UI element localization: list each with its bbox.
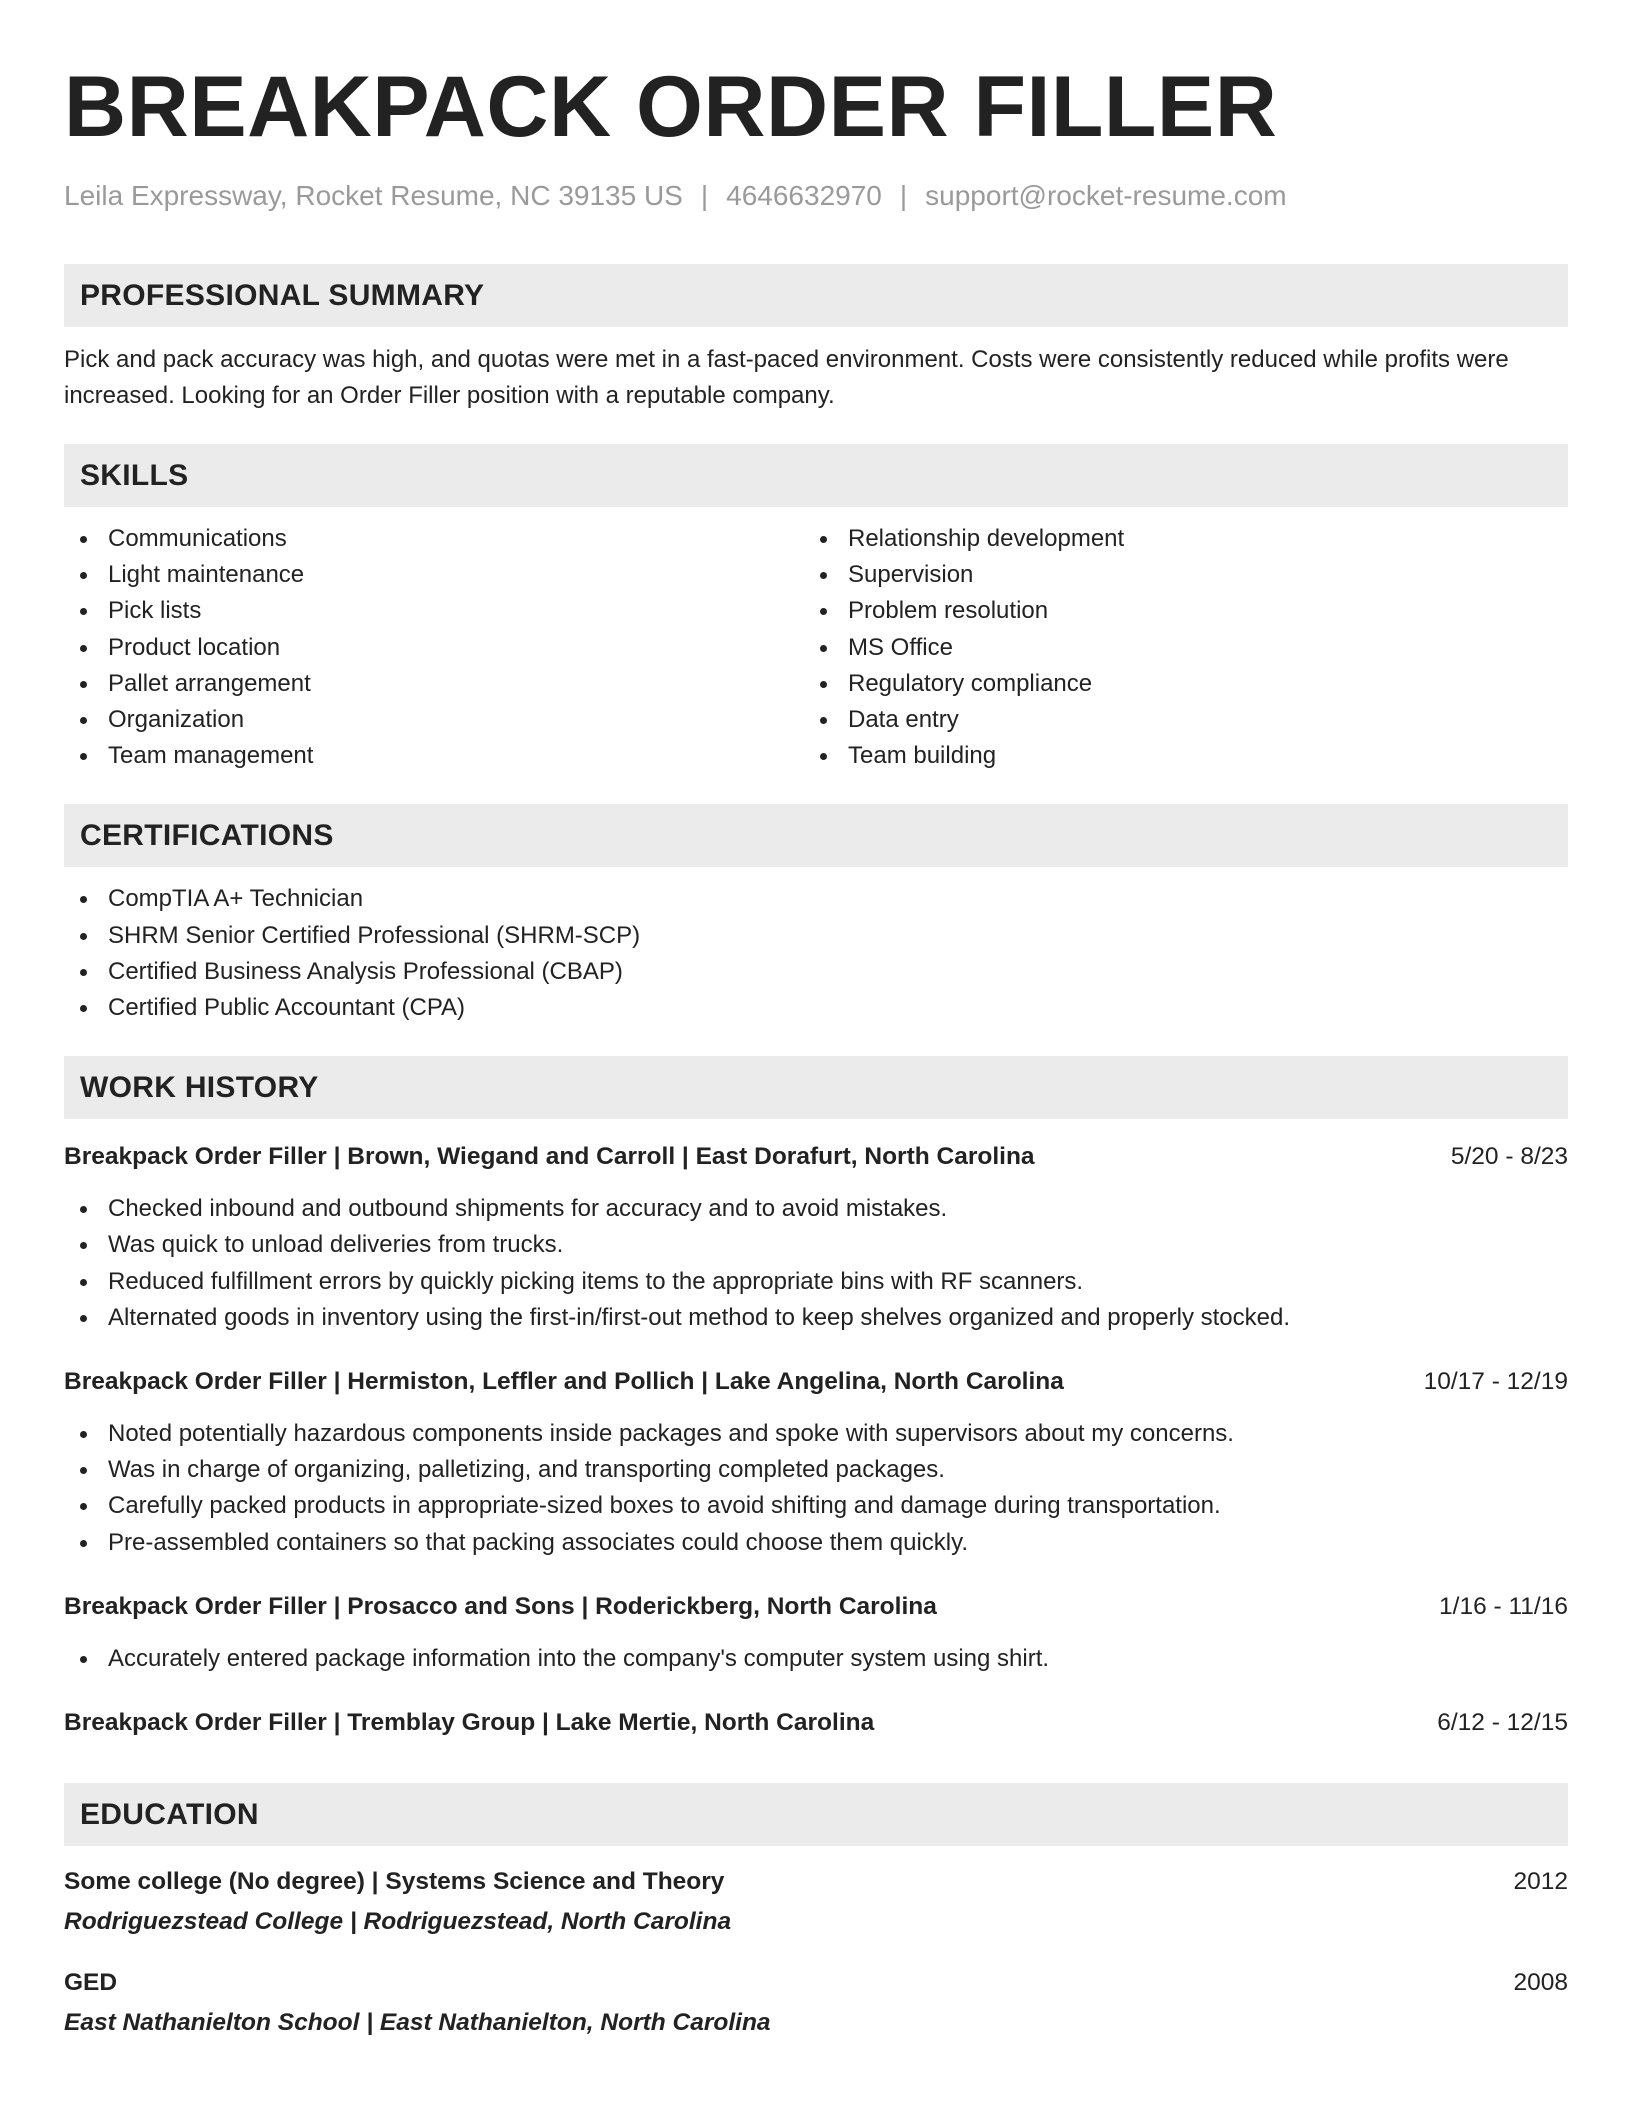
skill-item: Problem resolution — [804, 593, 1544, 629]
skill-item: Pick lists — [64, 593, 804, 629]
job-bullet: Pre-assembled containers so that packing associates could choose them quickly. — [64, 1525, 1568, 1561]
certification-item: Certified Business Analysis Professional (CBAP) — [64, 954, 1568, 990]
education-entry — [64, 1864, 1568, 1940]
skill-item: Relationship development — [804, 521, 1544, 557]
certifications-list — [64, 881, 1568, 1026]
job-bullet: Reduced fulfillment errors by quickly picking items to the appropriate bins with RF scanners. — [64, 1264, 1568, 1300]
skills-heading: SKILLS — [64, 444, 1568, 507]
skills-grid — [64, 521, 1568, 774]
job-header — [64, 1364, 1568, 1400]
education-year: 2008 — [1513, 1969, 1568, 1997]
certifications-heading: CERTIFICATIONS — [64, 804, 1568, 867]
education-degree: Some college (No degree) | Systems Science and Theory — [64, 1868, 725, 1896]
job-title: Breakpack Order Filler | Hermiston, Leffler and Pollich | Lake Angelina, North Carolina — [64, 1368, 1064, 1396]
contact-line — [64, 180, 1568, 212]
education-school: East Nathanielton School | East Nathanielton, North Carolina — [64, 2009, 771, 2037]
education-entry — [64, 1965, 1568, 2041]
job-entry — [64, 1589, 1568, 1677]
certification-item: Certified Public Accountant (CPA) — [64, 990, 1568, 1026]
job-header — [64, 1705, 1568, 1741]
skill-item: Supervision — [804, 557, 1544, 593]
candidate-title: BREAKPACK ORDER FILLER — [64, 59, 1278, 155]
job-entry — [64, 1139, 1568, 1336]
skills-left-list — [64, 521, 804, 774]
certification-item: SHRM Senior Certified Professional (SHRM-SCP) — [64, 918, 1568, 954]
summary-heading: PROFESSIONAL SUMMARY — [64, 264, 1568, 327]
skills-right-list — [804, 521, 1544, 774]
job-title: Breakpack Order Filler | Prosacco and Sons | Roderickberg, North Carolina — [64, 1592, 937, 1620]
job-bullet: Alternated goods in inventory using the first-in/first-out method to keep shelves organized and properly stocked. — [64, 1300, 1568, 1336]
job-bullet: Was quick to unload deliveries from trucks. — [64, 1227, 1568, 1263]
skill-item: Communications — [64, 521, 804, 557]
job-header — [64, 1139, 1568, 1175]
job-title: Breakpack Order Filler | Brown, Wiegand and Carroll | East Dorafurt, North Carolina — [64, 1143, 1035, 1171]
education-heading: EDUCATION — [64, 1783, 1568, 1846]
contact-address: Leila Expressway, Rocket Resume, NC 39135 US — [64, 180, 683, 211]
job-entry — [64, 1364, 1568, 1561]
job-bullet: Carefully packed products in appropriate-sized boxes to avoid shifting and damage during transportation. — [64, 1488, 1568, 1524]
education-header — [64, 1864, 1568, 1900]
job-bullet: Noted potentially hazardous components inside packages and spoke with supervisors about my concerns. — [64, 1416, 1568, 1452]
education-school: Rodriguezstead College | Rodriguezstead, North Carolina — [64, 1908, 732, 1936]
skill-item: Regulatory compliance — [804, 666, 1544, 702]
skill-item: Organization — [64, 702, 804, 738]
summary-text: Pick and pack accuracy was high, and quotas were met in a fast-paced environment. Costs were consistently reduced while profits were increased. Looking for an Order Filler position with a reputable company. — [64, 346, 1509, 409]
job-dates: 10/17 - 12/19 — [1423, 1368, 1568, 1396]
job-bullets — [64, 1641, 1568, 1677]
job-bullet: Checked inbound and outbound shipments for accuracy and to avoid mistakes. — [64, 1191, 1568, 1227]
job-bullets — [64, 1191, 1568, 1336]
job-header — [64, 1589, 1568, 1625]
work-history-heading: WORK HISTORY — [64, 1056, 1568, 1119]
contact-separator: | — [700, 180, 709, 211]
certification-item: CompTIA A+ Technician — [64, 881, 1568, 917]
skill-item: Team building — [804, 738, 1544, 774]
job-bullets — [64, 1416, 1568, 1561]
contact-phone: 4646632970 — [726, 180, 882, 211]
job-dates: 1/16 - 11/16 — [1439, 1592, 1568, 1620]
job-title: Breakpack Order Filler | Tremblay Group | Lake Mertie, North Carolina — [64, 1709, 875, 1737]
education-year: 2012 — [1513, 1868, 1568, 1896]
skill-item: MS Office — [804, 630, 1544, 666]
skill-item: Pallet arrangement — [64, 666, 804, 702]
skill-item: Light maintenance — [64, 557, 804, 593]
job-entry — [64, 1705, 1568, 1741]
skill-item: Team management — [64, 738, 804, 774]
education-header — [64, 1965, 1568, 2001]
contact-email[interactable]: support@rocket-resume.com — [925, 180, 1287, 211]
education-degree: GED — [64, 1969, 118, 1997]
job-bullet: Accurately entered package information into the company's computer system using shirt. — [64, 1641, 1568, 1677]
job-dates: 6/12 - 12/15 — [1437, 1709, 1568, 1737]
contact-separator: | — [899, 180, 908, 211]
skill-item: Data entry — [804, 702, 1544, 738]
job-bullet: Was in charge of organizing, palletizing, and transporting completed packages. — [64, 1452, 1568, 1488]
skill-item: Product location — [64, 630, 804, 666]
job-dates: 5/20 - 8/23 — [1450, 1143, 1568, 1171]
